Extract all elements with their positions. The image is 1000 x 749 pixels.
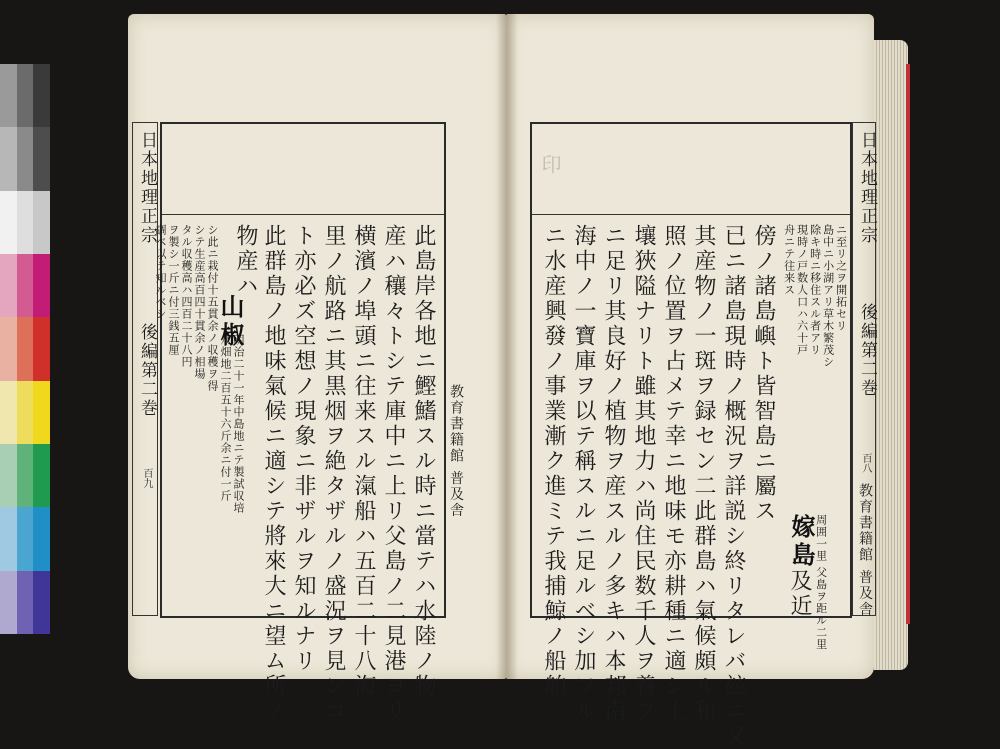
text-column: 已ニ諸島現時ノ概況ヲ詳説シ終リタレバ玆ニ又	[721, 224, 746, 749]
calibration-swatch	[17, 191, 34, 254]
note-column: 明治二十一年中島地ニテ製試収培	[232, 334, 245, 514]
calibration-row	[0, 444, 50, 507]
text-column: 壤狹隘ナリト雖其地力ハ尚住民数千人ヲ養フ	[631, 224, 656, 724]
calibration-swatch	[0, 191, 17, 254]
volume-label: 後編第二巻	[137, 323, 157, 418]
calibration-swatch	[17, 571, 34, 634]
calibration-swatch	[0, 64, 17, 127]
calibration-swatch	[17, 381, 34, 444]
text-column: 産ハ穰々トシテ庫中ニ上リ父島ノ二見港ヨリ	[381, 224, 406, 724]
page-number: 百八	[860, 453, 871, 473]
left-spine-column	[132, 122, 158, 616]
calibration-swatch	[17, 254, 34, 317]
note-column: シ此ニ栽付十五貫余ノ収穫ヲ得	[206, 224, 219, 392]
note-column: 調ベ以テ知ルベシ	[154, 224, 167, 320]
heading-note: 周囲一里 父島ヲ距ル二里	[814, 514, 828, 651]
left-text-frame	[154, 122, 446, 724]
text-column: 横濱ノ埠頭ニ往来スル滊船ハ五百二十八海	[351, 224, 376, 699]
calibration-swatch	[0, 444, 17, 507]
calibration-row	[0, 317, 50, 380]
text-fragment: 及近	[787, 569, 812, 619]
note-column: 舟ニテ往来ス	[782, 224, 796, 296]
calibration-swatch	[33, 317, 50, 380]
calibration-swatch	[0, 254, 17, 317]
note-column: ヲ製シ一斤ニ付三銭五厘	[167, 224, 180, 356]
calibration-swatch	[33, 64, 50, 127]
calibration-row	[0, 254, 50, 317]
note-column: シテ生産高百四十貫余ノ相場	[193, 224, 206, 380]
right-page	[506, 14, 877, 749]
calibration-row	[0, 381, 50, 444]
calibration-swatch	[33, 444, 50, 507]
volume-label: 後編第二巻	[857, 303, 877, 398]
faded-stamp: 印	[538, 154, 562, 174]
text-column: 海中ノ一寶庫ヲ以テ稱スルニ足ルベシ加フル	[571, 224, 596, 724]
right-header-band	[532, 124, 850, 215]
calibration-swatch	[0, 571, 17, 634]
red-edge-line	[906, 64, 910, 624]
calibration-swatch	[17, 507, 34, 570]
calibration-swatch	[33, 127, 50, 190]
left-header-band	[162, 124, 444, 215]
publisher-note: 教育書籍館 普及舎	[448, 384, 464, 519]
text-column: 此群島ノ地味氣候ニ適シテ將來大ニ望ム所ノ	[261, 224, 286, 724]
note-column: 除キ時ニ移住スル者アリ	[808, 224, 822, 356]
book-gutter	[496, 14, 518, 679]
right-spine-column	[852, 122, 876, 616]
left-page	[128, 14, 506, 724]
calibration-swatch	[0, 381, 17, 444]
calibration-swatch	[0, 127, 17, 190]
calibration-swatch	[33, 191, 50, 254]
section-heading: 山椒	[216, 294, 245, 350]
calibration-row	[0, 571, 50, 634]
text-column: ニ水産興發ノ事業漸ク進ミテ我捕鯨ノ船舶	[541, 224, 566, 699]
note-column: 現時ノ戸数人口ハ六十戸	[795, 224, 809, 356]
note-column: タル収穫高ハ四百二十八円	[180, 224, 193, 368]
note-column: 島中ニ小湖アリ草木繁茂シ	[821, 224, 835, 368]
text-column: ト亦必ズ空想ノ現象ニ非ザルヲ知ルナリ	[291, 224, 316, 674]
section-heading: 嫁島	[787, 514, 816, 570]
text-column: ニ足リ其良好ノ植物ヲ産スルノ多キハ本邦南	[601, 224, 626, 724]
right-text-frame	[530, 122, 852, 749]
calibration-swatch	[17, 64, 34, 127]
calibration-row	[0, 64, 50, 127]
calibration-swatch	[17, 317, 34, 380]
calibration-swatch	[17, 127, 34, 190]
calibration-row	[0, 191, 50, 254]
calibration-swatch	[33, 571, 50, 634]
book-title: 日本地理正宗	[137, 131, 157, 245]
calibration-swatch	[33, 381, 50, 444]
text-column: 此島岸各地ニ鰹鰭スル時ニ當テハ水陸ノ物	[411, 224, 436, 699]
calibration-row	[0, 507, 50, 570]
text-column: 里ノ航路ニ其黒烟ヲ絶タザルノ盛況ヲ見ンコ	[321, 224, 346, 724]
open-book	[128, 14, 910, 749]
calibration-swatch	[33, 507, 50, 570]
calibration-swatch	[17, 444, 34, 507]
note-column: 八畑地二百五十六斤余ニ付一斤	[219, 334, 232, 502]
calibration-row	[0, 127, 50, 190]
publisher-note: 教育書籍館 普及舎	[857, 483, 873, 618]
note-column: ニ至リ之ヲ開拓セリ	[834, 224, 848, 332]
calibration-swatch	[0, 317, 17, 380]
page-number: 百九	[141, 468, 152, 488]
book-title: 日本地理正宗	[857, 131, 877, 245]
text-column: 物産ハ	[233, 224, 258, 299]
text-column: 照ノ位置ヲ占メテ幸ニ地味モ亦耕種ニ適シ土	[661, 224, 686, 724]
calibration-swatch	[33, 254, 50, 317]
calibration-swatch	[0, 507, 17, 570]
text-column: 傍ノ諸島嶼ト皆智島ニ屬ス	[751, 224, 776, 524]
color-calibration-strip	[0, 64, 50, 634]
text-column: 其産物ノ一斑ヲ録セン二此群島ハ氣候頗ル和	[691, 224, 716, 724]
